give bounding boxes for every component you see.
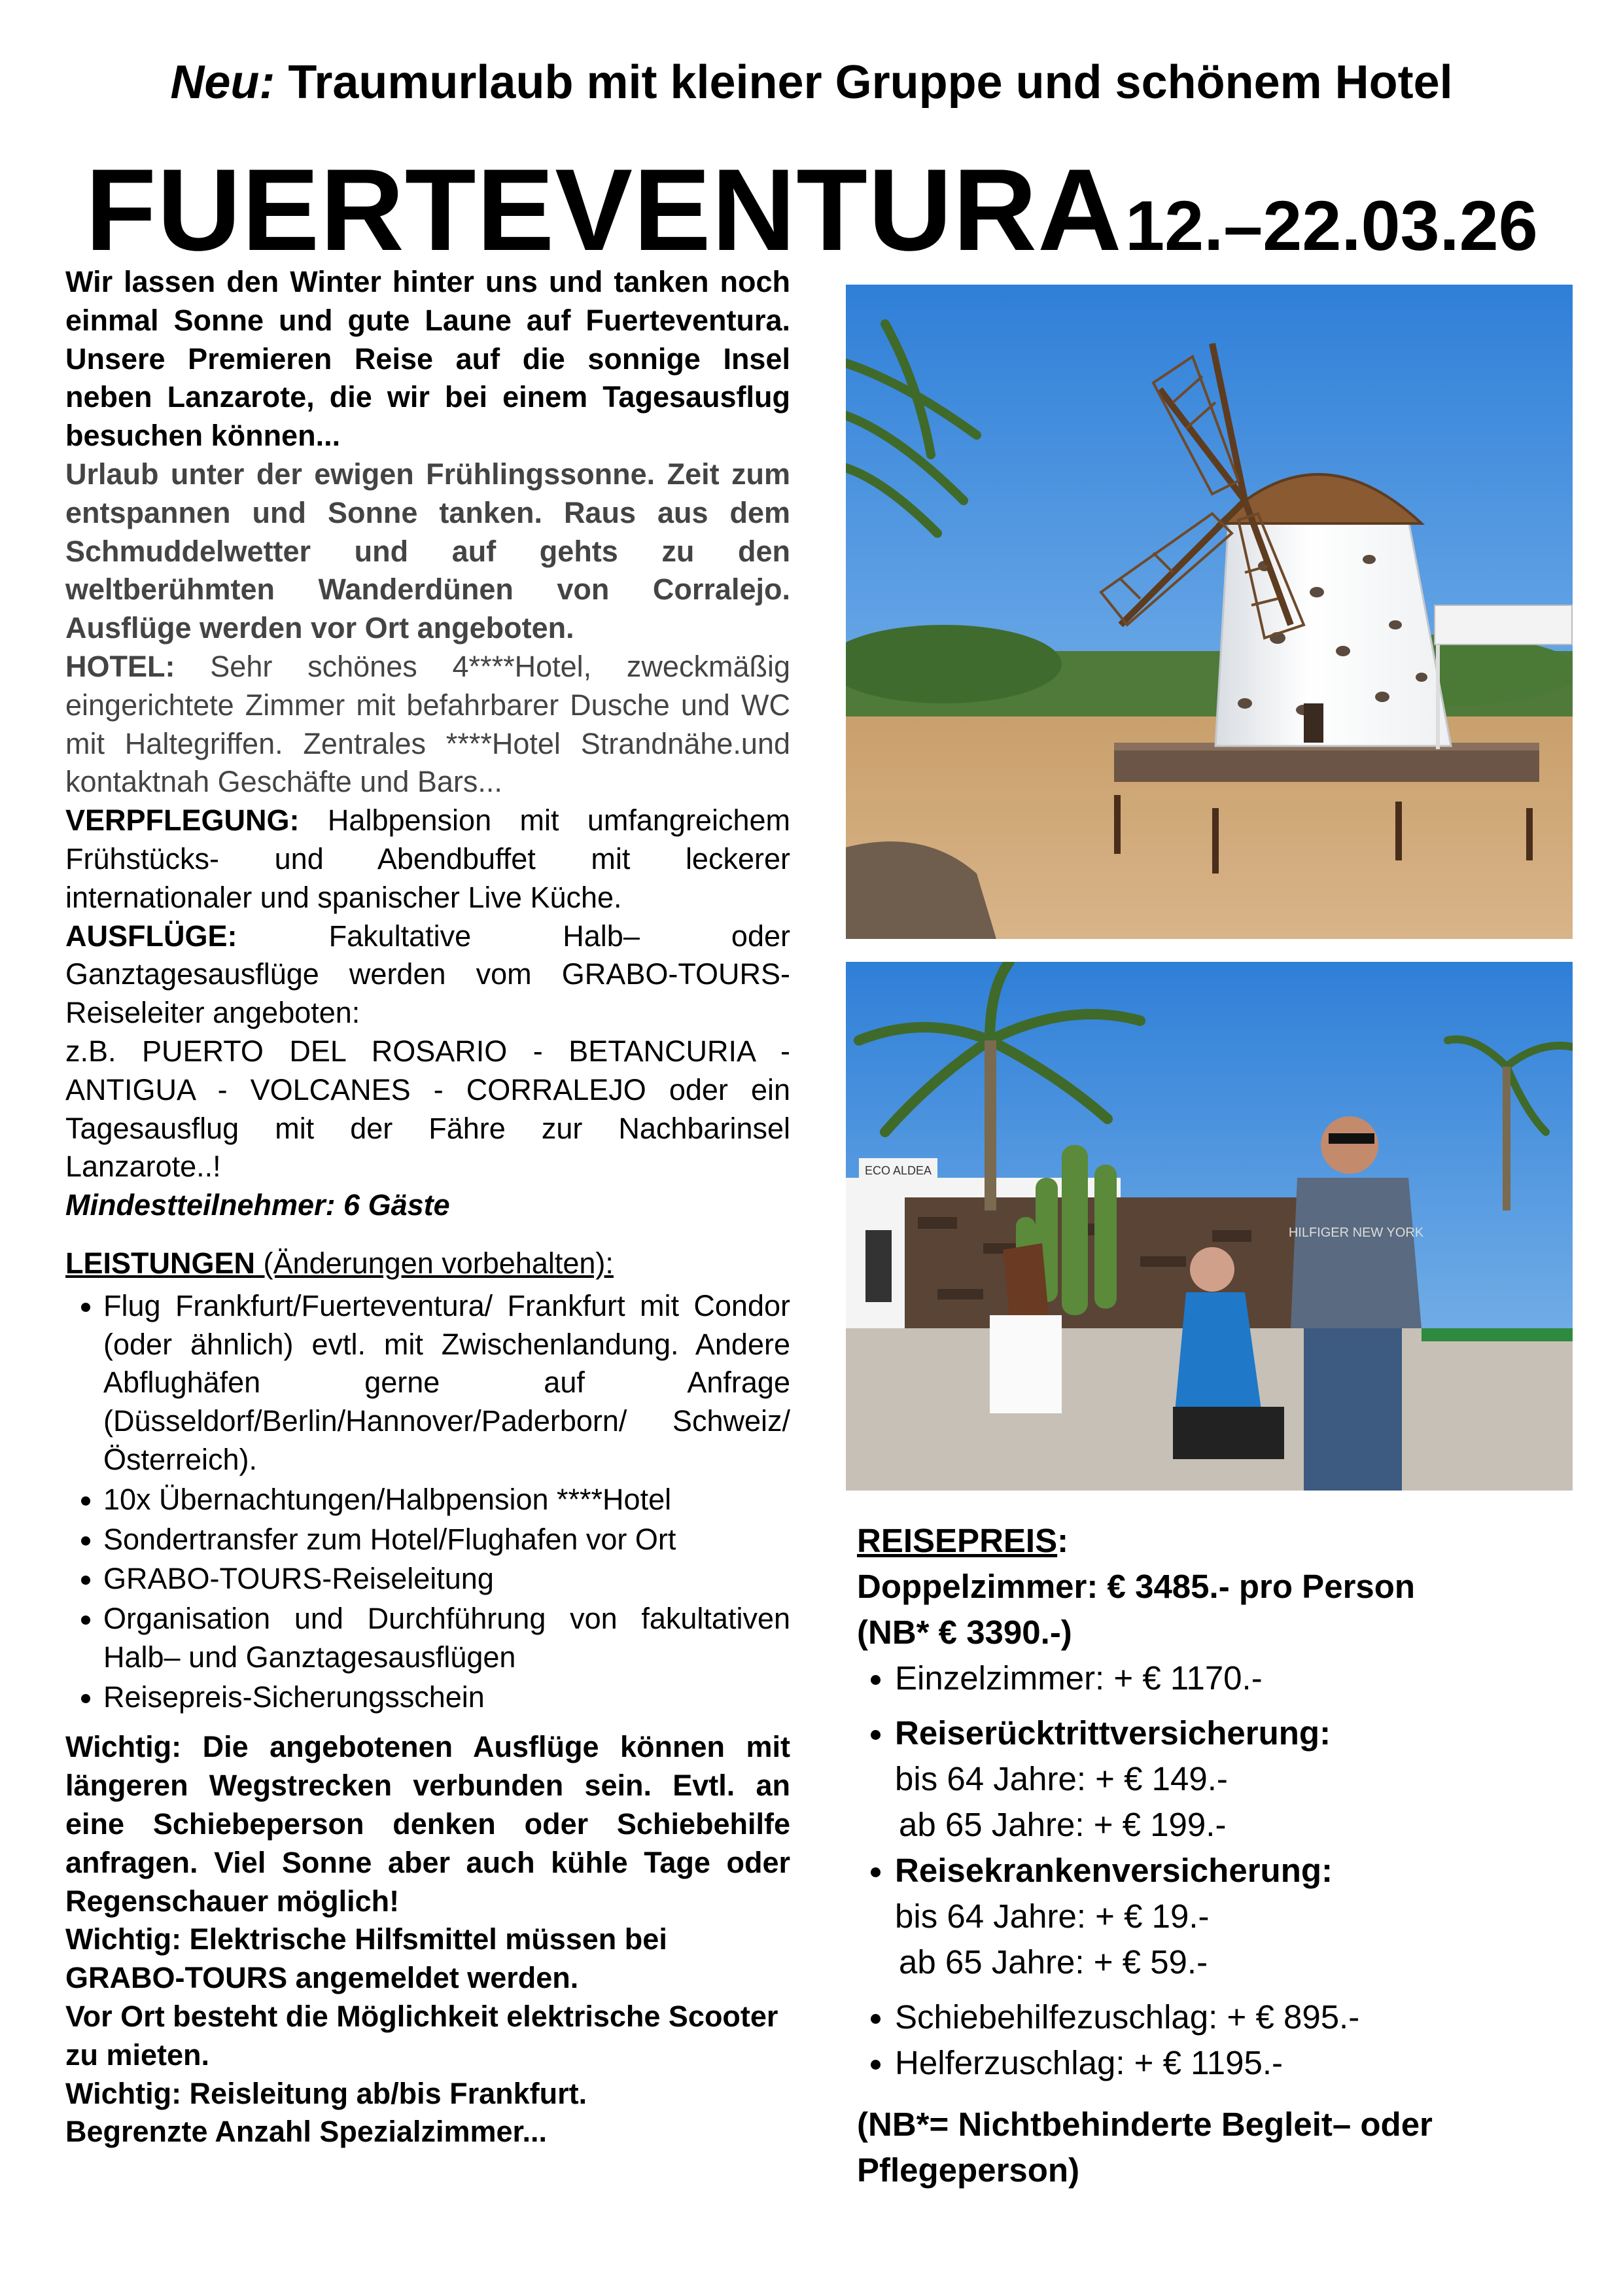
verpflegung-paragraph [65, 802, 790, 917]
left-column [65, 263, 790, 2151]
list-item: • Flug Frankfurt/Fuerteventura/ Frankfurt mit Condor (oder ähnlich) evtl. mit Zwischenlandung. Andere Abflughäfen gerne auf Anfrage (Düsseldorf/Berlin/Hannover/Paderborn/ Schweiz/Österreich). [103, 1287, 790, 1479]
price-schiebehilfe: • Schiebehilfezuschlag: + € 895.- [895, 1994, 1596, 2040]
leistungen-heading [65, 1245, 790, 1283]
title-row [0, 143, 1623, 277]
leistungen-title: LEISTUNGEN [65, 1246, 256, 1280]
price-title-colon: : [1057, 1522, 1069, 1559]
price-doppelzimmer: Doppelzimmer: € 3485.- pro Person [857, 1568, 1416, 1605]
hotel-label: HOTEL: [65, 649, 175, 683]
price-kranken: • Reisekrankenversicherung: [895, 1848, 1596, 1894]
price-list-3 [857, 1994, 1596, 2086]
list-item: • GRABO-TOURS-Reiseleitung [103, 1560, 790, 1598]
price-helfer: • Helferzuschlag: + € 1195.- [895, 2040, 1596, 2086]
list-item: • 10x Übernachtungen/Halbpension ****Hotel [103, 1481, 790, 1519]
price-kranken-65: ab 65 Jahre: + € 59.- [899, 1943, 1208, 1981]
ausfluege-example: z.B. PUERTO DEL ROSARIO - BETANCURIA - ANTIGUA - VOLCANES - CORRALEJO oder ein Tagesausflug mit der Fähre zur Nachbarinsel Lanzarote..! [65, 1034, 790, 1184]
garden-photo [846, 962, 1573, 1491]
price-ruecktritt-65: ab 65 Jahre: + € 199.- [899, 1806, 1227, 1843]
price-heading [857, 1518, 1596, 1564]
leistungen-note: (Änderungen vorbehalten): [263, 1246, 614, 1280]
mindestteilnehmer: Mindestteilnehmer: 6 Gäste [65, 1188, 450, 1222]
wichtig-hilfsmittel: Wichtig: Elektrische Hilfsmittel müssen bei GRABO-TOURS angemeldet werden. [65, 1922, 667, 1995]
windmill-photo [846, 285, 1573, 939]
title-dates: 12.–22.03.26 [1125, 186, 1538, 265]
headline-neu: Neu: [170, 56, 275, 109]
price-ruecktritt: • Reiserücktrittversicherung: [895, 1710, 1596, 1756]
leistungen-list [65, 1287, 790, 1717]
price-list [857, 1655, 1596, 1756]
list-item: • Sondertransfer zum Hotel/Flughafen vor Ort [103, 1521, 790, 1559]
ausfluege-label: AUSFLÜGE: [65, 919, 237, 953]
price-list-2 [857, 1848, 1596, 1894]
wichtig-reiseleitung: Wichtig: Reisleitung ab/bis Frankfurt. [65, 2076, 587, 2110]
verpflegung-text: Halbpension mit umfangreichem Frühstücks- und Abendbuffet mit leckerer internationaler und spanischer Live Küche. [65, 804, 790, 914]
price-title: REISEPREIS [857, 1522, 1058, 1559]
ausfluege-paragraph [65, 917, 790, 1033]
headline [0, 56, 1623, 109]
sign-text: ECO ALDEA [864, 1164, 932, 1177]
garden-illustration [846, 962, 1573, 1491]
price-nb: (NB* € 3390.-) [857, 1614, 1072, 1651]
price-kranken-64: bis 64 Jahre: + € 19.- [895, 1898, 1210, 1935]
windmill-illustration [846, 285, 1573, 939]
list-item: • Organisation und Durchführung von fakultativen Halb– und Ganztagesausflügen [103, 1600, 790, 1677]
ausfluege-text: Fakultative Halb– oder Ganztagesausflüge werden vom GRABO-TOURS-Reiseleiter angeboten: [65, 919, 790, 1030]
hotel-text: Sehr schönes 4****Hotel, zweckmäßig eingerichtete Zimmer mit befahrbarer Dusche und WC mit Haltegriffen. Zentrales ****Hotel Strandnähe.und kontaktnah Geschäfte und Bars... [65, 649, 790, 799]
spezialzimmer-info: Begrenzte Anzahl Spezialzimmer... [65, 2115, 548, 2149]
shirt-text: HILFIGER NEW YORK [1288, 1226, 1424, 1240]
title-destination: FUERTEVENTURA [85, 145, 1123, 275]
headline-text: Traumurlaub mit kleiner Gruppe und schönem Hotel [288, 56, 1453, 109]
intro-bold: Wir lassen den Winter hinter uns und tanken noch einmal Sonne und gute Laune auf Fuerteventura. Unsere Premieren Reise auf die sonnige Insel neben Lanzarote, die wir bei einem Tagesausflug besuchen können... [65, 265, 790, 453]
price-section [857, 1518, 1596, 2193]
verpflegung-label: VERPFLEGUNG: [65, 804, 300, 838]
wichtig-ausfluege: Wichtig: Die angebotenen Ausflüge können mit längeren Wegstrecken verbunden sein. Evtl. an eine Schiebeperson denken oder Schiebehilfe anfragen. Viel Sonne aber auch kühle Tage oder Regenschauer möglich! [65, 1730, 790, 1918]
price-footnote: (NB*= Nichtbehinderte Begleit– oder Pflegeperson) [857, 2106, 1433, 2189]
wichtig-block [65, 1728, 790, 2151]
price-ruecktritt-64: bis 64 Jahre: + € 149.- [895, 1760, 1228, 1797]
hotel-paragraph [65, 648, 790, 802]
intro-grey: Urlaub unter der ewigen Frühlingssonne. Zeit zum entspannen und Sonne tanken. Raus aus dem Schmuddelwetter und auf gehts zu den weltberühmten Wanderdünen von Corralejo. Ausflüge werden vor Ort angeboten. [65, 457, 790, 645]
price-einzelzimmer: • Einzelzimmer: + € 1170.- [895, 1655, 1596, 1701]
list-item: • Reisepreis-Sicherungsschein [103, 1678, 790, 1717]
scooter-info: Vor Ort besteht die Möglichkeit elektrische Scooter zu mieten. [65, 2000, 778, 2072]
